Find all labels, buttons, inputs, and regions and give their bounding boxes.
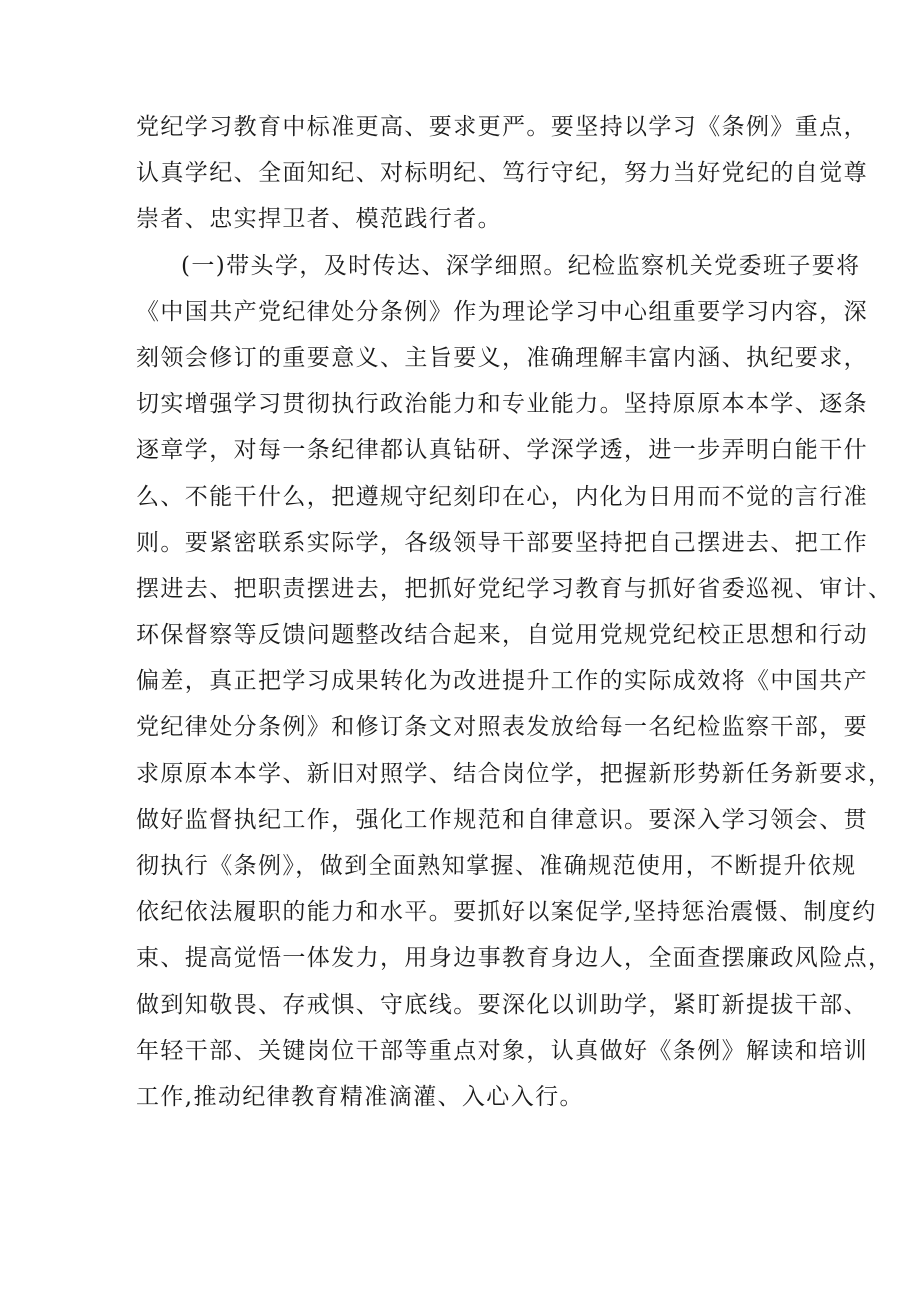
text-line: 环保督察等反馈问题整改结合起来，自觉用党规党纪校正思想和行动 [136,622,868,649]
text-line: 摆进去、把职责摆进去，把抓好党纪学习教育与抓好省委巡视、审计、 [136,575,893,602]
text-line: 党纪学习教育中标准更高、要求更严。要坚持以学习《条例》重点， [136,114,868,140]
text-line: 则。要紧密联系实际学，各级领导干部要坚持把自己摆进去、把工作 [136,529,868,556]
text-line: 依纪依法履职的能力和水平。要抓好以案促学,坚持惩治震慑、制度约 [136,899,877,926]
document-body [136,104,893,1120]
text-line: 年轻干部、关键岗位干部等重点对象，认真做好《条例》解读和培训 [136,1037,868,1064]
text-line: 党纪律处分条例》和修订条文对照表发放给每一名纪检监察干部，要 [136,714,868,741]
text-line: 做到知敬畏、存戒惧、守底线。要深化以训助学，紧盯新提拔干部、 [136,991,868,1018]
text-line: 切实增强学习贯彻执行政治能力和专业能力。坚持原原本本学、逐条 [136,391,868,418]
text-line: 束、提高觉悟一体发力，用身边事教育身边人，全面查摆廉政风险点， [136,945,893,972]
text-line: 刻领会修订的重要意义、主旨要义，准确理解丰富内涵、执纪要求， [136,344,868,371]
text-line: 么、不能干什么，把遵规守纪刻印在心，内化为日用而不觉的言行准 [136,483,868,510]
text-line: 求原原本本学、新旧对照学、结合岗位学，把握新形势新任务新要求， [136,760,893,787]
text-line: 做好监督执纪工作，强化工作规范和自律意识。要深入学习领会、贯 [136,806,868,833]
text-line: 《中国共产党纪律处分条例》作为理论学习中心组重要学习内容，深 [136,298,868,325]
text-line: 崇者、忠实捍卫者、模范践行者。 [136,206,502,233]
text-line: 认真学纪、全面知纪、对标明纪、笃行守纪，努力当好党纪的自觉尊 [136,160,868,187]
section-heading-line: (一)带头学，及时传达、深学细照。纪检监察机关党委班子要将 [181,252,861,279]
text-line: 逐章学，对每一条纪律都认真钻研、学深学透，进一步弄明白能干什 [136,437,868,464]
text-line: 偏差，真正把学习成果转化为改进提升工作的实际成效将《中国共产 [136,668,868,695]
text-line: 工作,推动纪律教育精准滴灌、入心入行。 [136,1083,584,1110]
text-line: 彻执行《条例》，做到全面熟知掌握、准确规范使用，不断提升依规 [136,853,857,879]
